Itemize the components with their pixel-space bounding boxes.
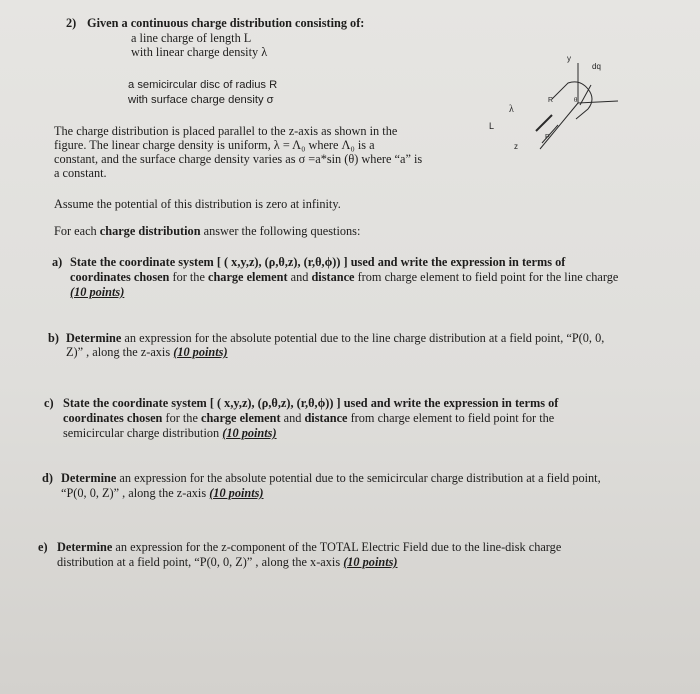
question-d-points: (10 points)	[209, 486, 264, 500]
radius-label: R	[548, 97, 554, 104]
description-line4: a constant.	[54, 166, 107, 180]
problem-intro: Given a continuous charge distribution consisting of:	[87, 16, 365, 30]
question-b-line2: Z)” , along the z-axis (10 points)	[66, 345, 228, 359]
question-c-line2: coordinates chosen for the charge element and distance from charge element to field point for the	[63, 411, 555, 425]
question-b-label: b)	[48, 331, 59, 345]
dq-label: dq	[592, 62, 601, 71]
lambda-label: λ	[509, 104, 514, 115]
line-charge-line2: with linear charge density λ	[131, 45, 268, 59]
question-b-line1: Determine an expression for the absolute potential due to the line charge distribution at a field point, “P(0, 0,	[66, 331, 605, 345]
question-e-points: (10 points)	[343, 555, 398, 569]
question-d-line1: Determine an expression for the absolute potential due to the semicircular charge distribution at a field point,	[61, 471, 601, 485]
line-charge-line1: a line charge of length L	[131, 31, 252, 45]
x-axis-line	[578, 101, 618, 103]
assumption: Assume the potential of this distribution is zero at infinity.	[54, 197, 341, 211]
question-b-points: (10 points)	[173, 345, 228, 359]
line-charge-segment	[536, 115, 552, 131]
question-e-line1: Determine an expression for the z-component of the TOTAL Electric Field due to the line-disk charge	[57, 540, 562, 554]
question-a-line1: State the coordinate system [ ( x,y,z), (ρ,θ,z), (r,θ,ϕ)) ] used and write the expression in terms of	[70, 255, 566, 269]
question-e-label: e)	[38, 540, 48, 554]
question-a-label: a)	[52, 255, 63, 269]
charge-distribution-figure	[480, 55, 640, 155]
length-label: L	[489, 121, 495, 131]
z-axis-label: z	[514, 142, 518, 151]
disc-line1: a semicircular disc of radius R	[128, 79, 278, 91]
question-c-label: c)	[44, 396, 54, 410]
question-c-points: (10 points)	[222, 426, 277, 440]
semicircular-disc-outline	[552, 82, 592, 119]
description-line2: figure. The linear charge density is uniform, λ = Λ₀ where Λ₀ is a	[54, 138, 375, 152]
description-line1: The charge distribution is placed parallel to the z-axis as shown in the	[54, 124, 398, 138]
question-e-line2: distribution at a field point, “P(0, 0, Z)” , along the x-axis (10 points)	[57, 555, 398, 569]
question-a-line2: coordinates chosen for the charge element and distance from charge element to field point for the line charge	[70, 270, 619, 284]
disc-line2: with surface charge density σ	[128, 94, 274, 106]
question-c-line1: State the coordinate system [ ( x,y,z), (ρ,θ,z), (r,θ,ϕ)) ] used and write the expression in terms of	[63, 396, 559, 410]
question-a-points: (10 points)	[70, 285, 125, 299]
question-d-label: d)	[42, 471, 53, 485]
theta-label: θ	[574, 96, 578, 104]
instruction: For each charge distribution answer the following questions:	[54, 224, 361, 238]
z-axis-line	[540, 103, 578, 149]
question-c-line3: semicircular charge distribution (10 points)	[63, 426, 277, 440]
field-point-label: P	[545, 134, 550, 141]
question-d-line2: “P(0, 0, Z)” , along the z-axis (10 points)	[61, 486, 264, 500]
y-axis-label: y	[567, 55, 571, 63]
description-line3: constant, and the surface charge density varies as σ =a*sin (θ) where “a” is	[54, 152, 423, 166]
problem-number: 2)	[66, 16, 77, 30]
